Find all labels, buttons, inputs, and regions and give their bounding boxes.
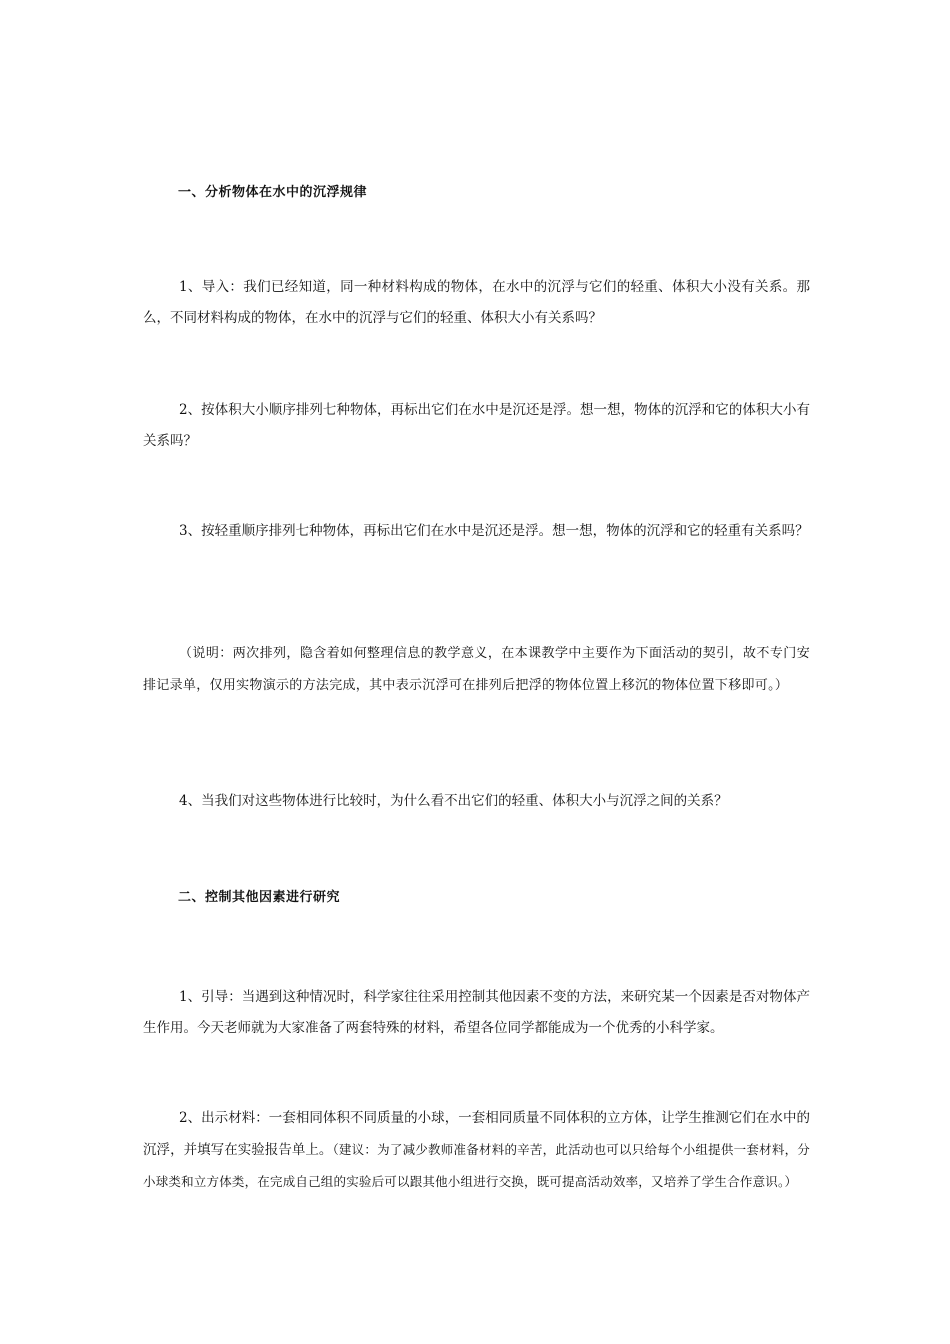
- section-2-paragraph-2: [143, 1103, 810, 1198]
- section-1-note: （说明：两次排列，隐含着如何整理信息的教学意义，在本课教学中主要作为下面活动的契引，故不专门安排记录单，仅用实物演示的方法完成，其中表示沉浮可在排列后把浮的物体位置上移沉的物体位置下移即可。）: [143, 646, 810, 693]
- section-1-heading: 一、分析物体在水中的沉浮规律: [178, 185, 368, 200]
- section-1-paragraph-3: 3、按轻重顺序排列七种物体，再标出它们在水中是沉还是浮。想一想，物体的沉浮和它的轻重有关系吗？: [179, 523, 809, 539]
- section-1-paragraph-4: 4、当我们对这些物体进行比较时，为什么看不出它们的轻重、体积大小与沉浮之间的关系？: [179, 793, 728, 809]
- section-2-paragraph-2-main: 2、出示材料：一套相同体积不同质量的小球，一套相同质量不同体积的立方体，让学生推测它们在水中的沉浮，并填写在实验报告单上。: [143, 1110, 810, 1158]
- section-2-heading: 二、控制其他因素进行研究: [178, 890, 341, 905]
- section-1-paragraph-2: 2、按体积大小顺序排列七种物体，再标出它们在水中是沉还是浮。想一想，物体的沉浮和它的体积大小有关系吗？: [143, 402, 810, 449]
- section-1-paragraph-1: 1、导入：我们已经知道，同一种材料构成的物体，在水中的沉浮与它们的轻重、体积大小没有关系。那么，不同材料构成的物体，在水中的沉浮与它们的轻重、体积大小有关系吗？: [143, 279, 810, 326]
- section-2-paragraph-2-note: （建议：为了减少教师准备材料的辛苦，此活动也可以只给每个小组提供一套材料，分小球类和立方体类，在完成自己组的实验后可以跟其他小组进行交换，既可提高活动效率，又培养了学生合作意识。）: [143, 1142, 810, 1189]
- section-2-paragraph-1: 1、引导：当遇到这种情况时，科学家往往采用控制其他因素不变的方法，来研究某一个因素是否对物体产生作用。今天老师就为大家准备了两套特殊的材料，希望各位同学都能成为一个优秀的小科学家。: [143, 989, 810, 1036]
